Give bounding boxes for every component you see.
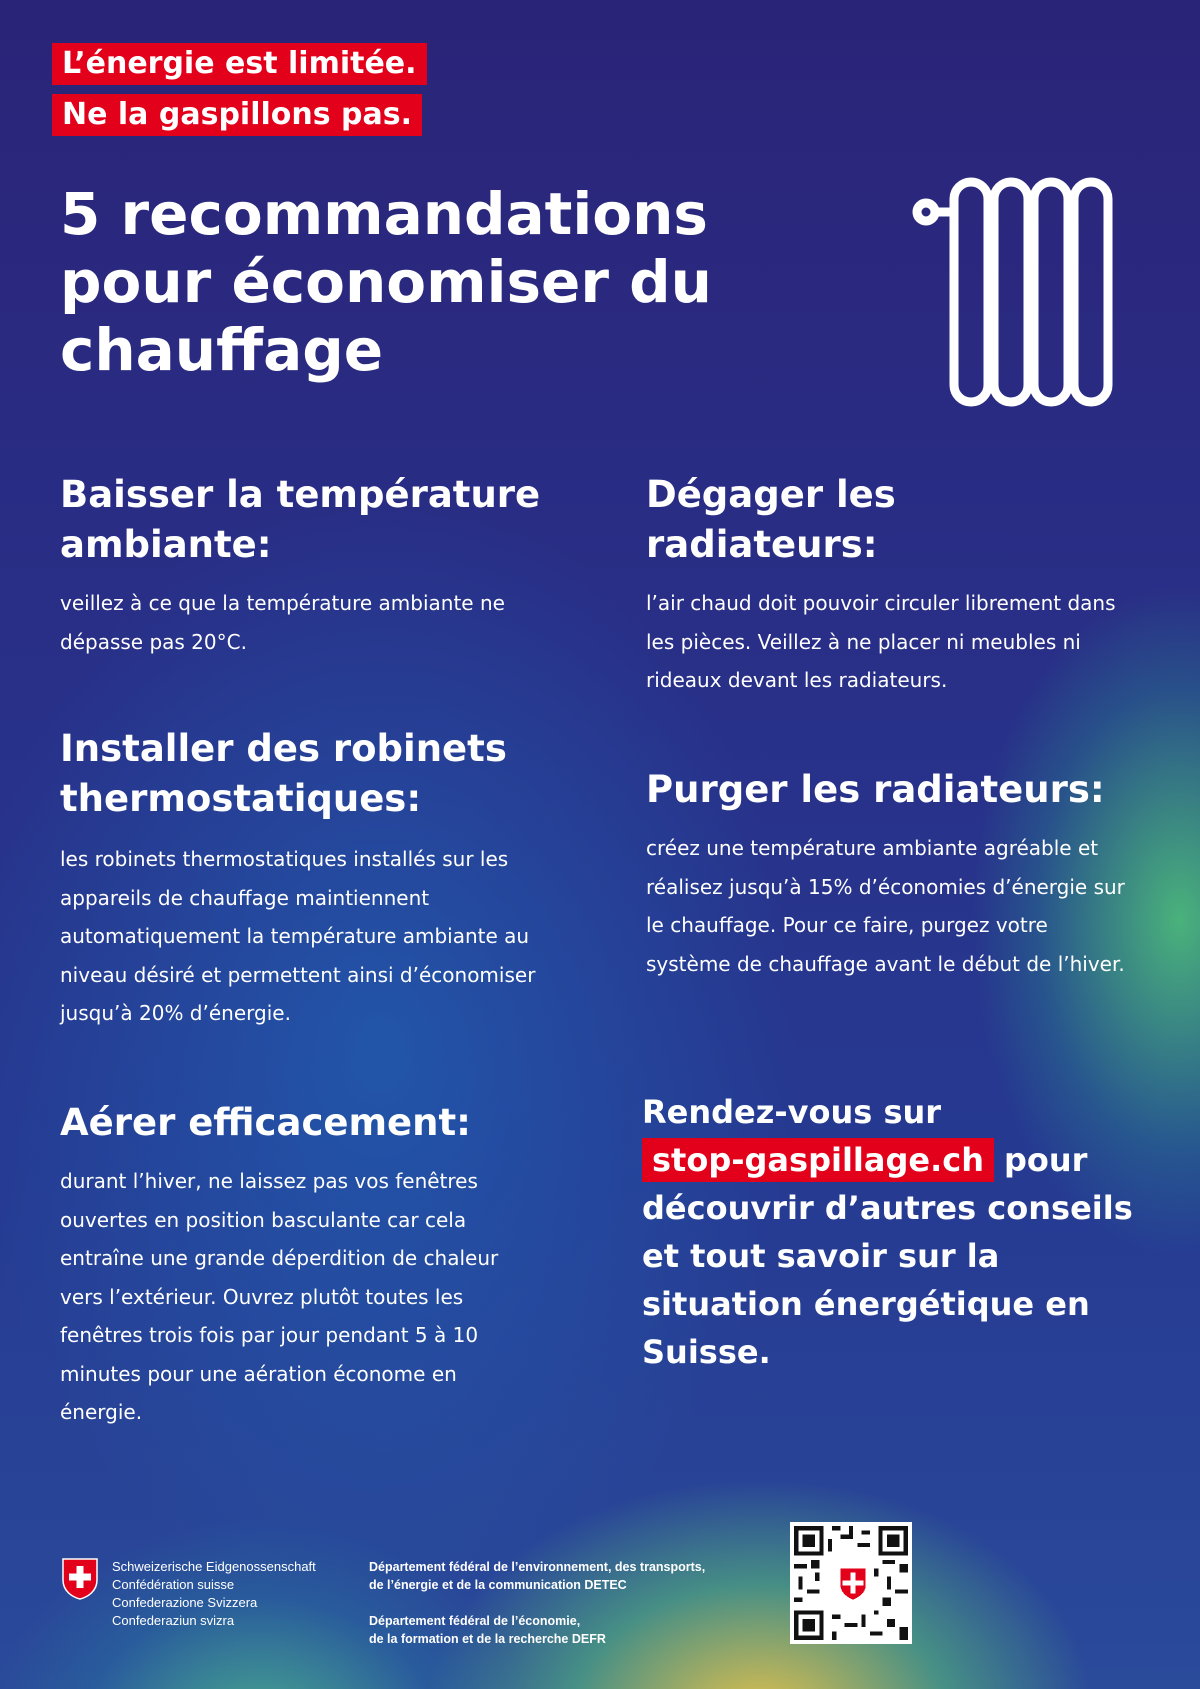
- cta-text: pour découvrir d’autres conseils et tout savoir sur la situation énergétique en Suisse.: [642, 1141, 1133, 1371]
- tagline-dont-waste: Ne la gaspillons pas.: [52, 94, 422, 136]
- section-heading-temperature: Baisser la température ambiante:: [60, 473, 541, 566]
- section-text-thermostatic-valves: les robinets thermostatiques installés sur les appareils de chauffage maintiennent automatiquement la température ambiante au niveau désiré et permettent ainsi d’économiser jusqu’à 20% d’énergie.: [60, 847, 536, 1025]
- call-to-action: [642, 1088, 1162, 1376]
- section-heading-bleed-radiators: Purger les radiateurs:: [646, 768, 1105, 811]
- section-text-ventilation: durant l’hiver, ne laissez pas vos fenêtres ouvertes en position basculante car cela entraîne une grande déperdition de chaleur vers l’extérieur. Ouvrez plutôt toutes les fenêtres trois fois par jour pendant 5 à 10 minutes pour une aération économe en énergie.: [60, 1169, 499, 1424]
- department-detec: [369, 1558, 705, 1594]
- section-heading-clear-radiators: Dégager les radiateurs:: [646, 473, 896, 566]
- swiss-flag-icon: [62, 1558, 98, 1600]
- department-detec-line1: Département fédéral de l’environnement, des transports,: [369, 1560, 706, 1574]
- department-defr-line2: de la formation et de la recherche DEFR: [369, 1632, 606, 1646]
- page-title: 5 recommandations pour économiser du chauffage: [60, 180, 712, 384]
- cta-intro: Rendez-vous sur: [642, 1093, 942, 1131]
- website-link[interactable]: stop-gaspillage.ch: [642, 1138, 994, 1182]
- section-text-bleed-radiators: créez une température ambiante agréable et réalisez jusqu’à 15% d’économies d’énergie sur le chauffage. Pour ce faire, purgez votre système de chauffage avant le début de l’hiver.: [646, 836, 1125, 976]
- section-heading-thermostatic-valves: Installer des robinets thermostatiques:: [60, 727, 507, 820]
- confederation-names: [112, 1558, 316, 1630]
- radiator-icon: [912, 176, 1132, 408]
- confederation-fr: Confédération suisse: [112, 1577, 235, 1592]
- confederation-de: Schweizerische Eidgenossenschaft: [112, 1559, 316, 1574]
- department-detec-line2: de l’énergie et de la communication DETEC: [369, 1578, 627, 1592]
- section-heading-ventilation: Aérer efficacement:: [60, 1101, 471, 1144]
- department-defr-line1: Département fédéral de l’économie,: [369, 1614, 581, 1628]
- tagline-energy-limited: L’énergie est limitée.: [52, 43, 427, 85]
- confederation-it: Confederazione Svizzera: [112, 1595, 258, 1610]
- section-text-temperature: veillez à ce que la température ambiante ne dépasse pas 20°C.: [60, 591, 505, 654]
- qr-code[interactable]: [790, 1522, 912, 1644]
- section-text-clear-radiators: l’air chaud doit pouvoir circuler librement dans les pièces. Veillez à ne placer ni meubles ni rideaux devant les radiateurs.: [646, 591, 1116, 692]
- department-defr: [369, 1612, 606, 1648]
- confederation-rm: Confederaziun svizra: [112, 1613, 235, 1628]
